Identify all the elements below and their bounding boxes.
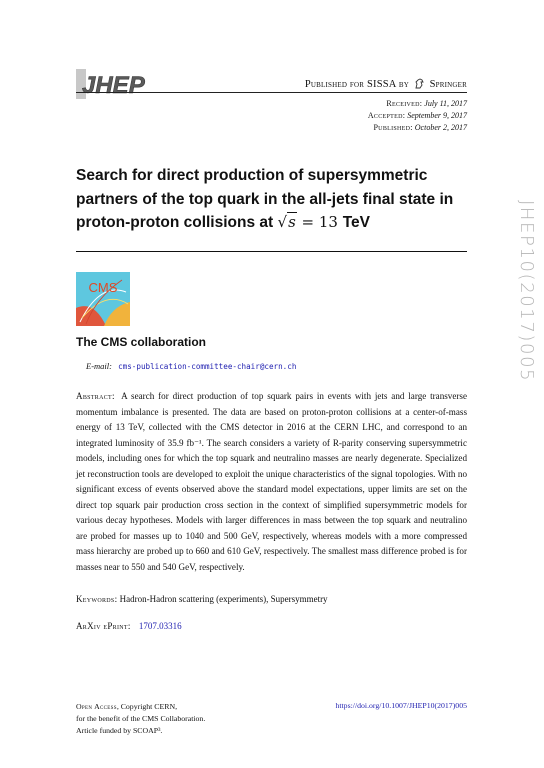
title-line <box>76 211 472 235</box>
cms-logo <box>76 272 130 326</box>
arxiv-link[interactable]: 1707.03316 <box>138 621 182 631</box>
email-link[interactable]: cms-publication-committee-chair@cern.ch <box>118 362 297 371</box>
date-label: Received: <box>386 99 423 108</box>
footer-line <box>76 701 205 713</box>
footer-line: Article funded by SCOAP³. <box>76 726 163 735</box>
doi-link[interactable]: https://doi.org/10.1007/JHEP10(2017)005 <box>335 701 467 710</box>
date-accepted <box>368 110 467 122</box>
keywords <box>76 594 328 604</box>
math-s: s <box>288 213 296 231</box>
abstract <box>76 389 467 576</box>
date-value: September 9, 2017 <box>407 111 467 120</box>
title-rule <box>76 251 467 252</box>
date-received <box>368 98 467 110</box>
publisher-line <box>258 78 467 90</box>
title-line: Search for direct production of supersymmetric <box>76 167 428 184</box>
published-for-text: Published for SISSA by <box>304 79 409 90</box>
open-access-label: Open Access <box>76 702 117 711</box>
abstract-heading: Abstract: <box>76 391 115 401</box>
email-line <box>86 361 296 371</box>
date-label: Published: <box>373 123 413 132</box>
footer-line: for the benefit of the CMS Collaboration. <box>76 714 206 723</box>
copyright-text: , Copyright CERN, <box>116 702 178 711</box>
publication-dates <box>368 98 467 134</box>
keywords-heading: Keywords: <box>76 594 118 604</box>
title-text: proton-proton collisions at <box>76 214 274 231</box>
jhep-logo <box>76 69 156 99</box>
collaboration-name: The CMS collaboration <box>76 335 207 349</box>
side-journal-id: JHEP10(2017)005 <box>516 200 537 383</box>
keywords-text: Hadron-Hadron scattering (experiments), Supersymmetry <box>119 594 328 604</box>
abstract-text: A search for direct production of top squark pairs in events with jets and large transverse momentum imbalance is presented. The data are based on proton-proton collisions at a center-of-mass energy of 13 TeV, collected with the CMS detector in 2016 at the CERN LHC, and correspond to an integrated luminosity of 35.9 fb⁻¹. The search considers a variety of R-parity conserving supersymmetric models, including ones for which the top squark and neutralino masses are nearly degenerate. Specialized jet reconstruction tools are developed to exploit the unique characteristics of the signal topologies. With no significant excess of events observed above the standard model expectations, upper limits are set on the direct top squark pair production cross section in the context of simplified supersymmetric models for various decay hypotheses. Models with larger differences in mass between the top squark and neutralino are probed for masses up to 1040 and 500 GeV, respectively, whereas models with a more compressed mass hierarchy are probed up to 660 and 610 GeV, respectively. The smallest mass difference probed is for masses near to 550 and 540 GeV, respectively. <box>76 391 467 573</box>
title-unit: TeV <box>342 214 371 231</box>
email-label: E-mail: <box>86 361 112 371</box>
svg-text:JHEP: JHEP <box>82 72 145 99</box>
header-rule <box>76 92 467 93</box>
title-line: partners of the top quark in the all-jets final state in <box>76 190 454 208</box>
arxiv-eprint <box>76 621 182 631</box>
date-value: October 2, 2017 <box>414 123 467 132</box>
sqrt-s-math: √s = 13 <box>277 213 343 231</box>
math-equals: = 13 <box>296 213 343 231</box>
publisher-name: Springer <box>429 79 467 90</box>
arxiv-heading: ArXiv ePrint: <box>76 621 131 631</box>
paper-title <box>76 164 472 235</box>
date-label: Accepted: <box>367 111 406 120</box>
cms-logo-text: CMS <box>88 280 118 295</box>
date-published <box>368 122 467 134</box>
springer-horse-icon <box>414 78 425 89</box>
footer-license <box>76 701 205 737</box>
date-value: July 11, 2017 <box>424 99 467 108</box>
